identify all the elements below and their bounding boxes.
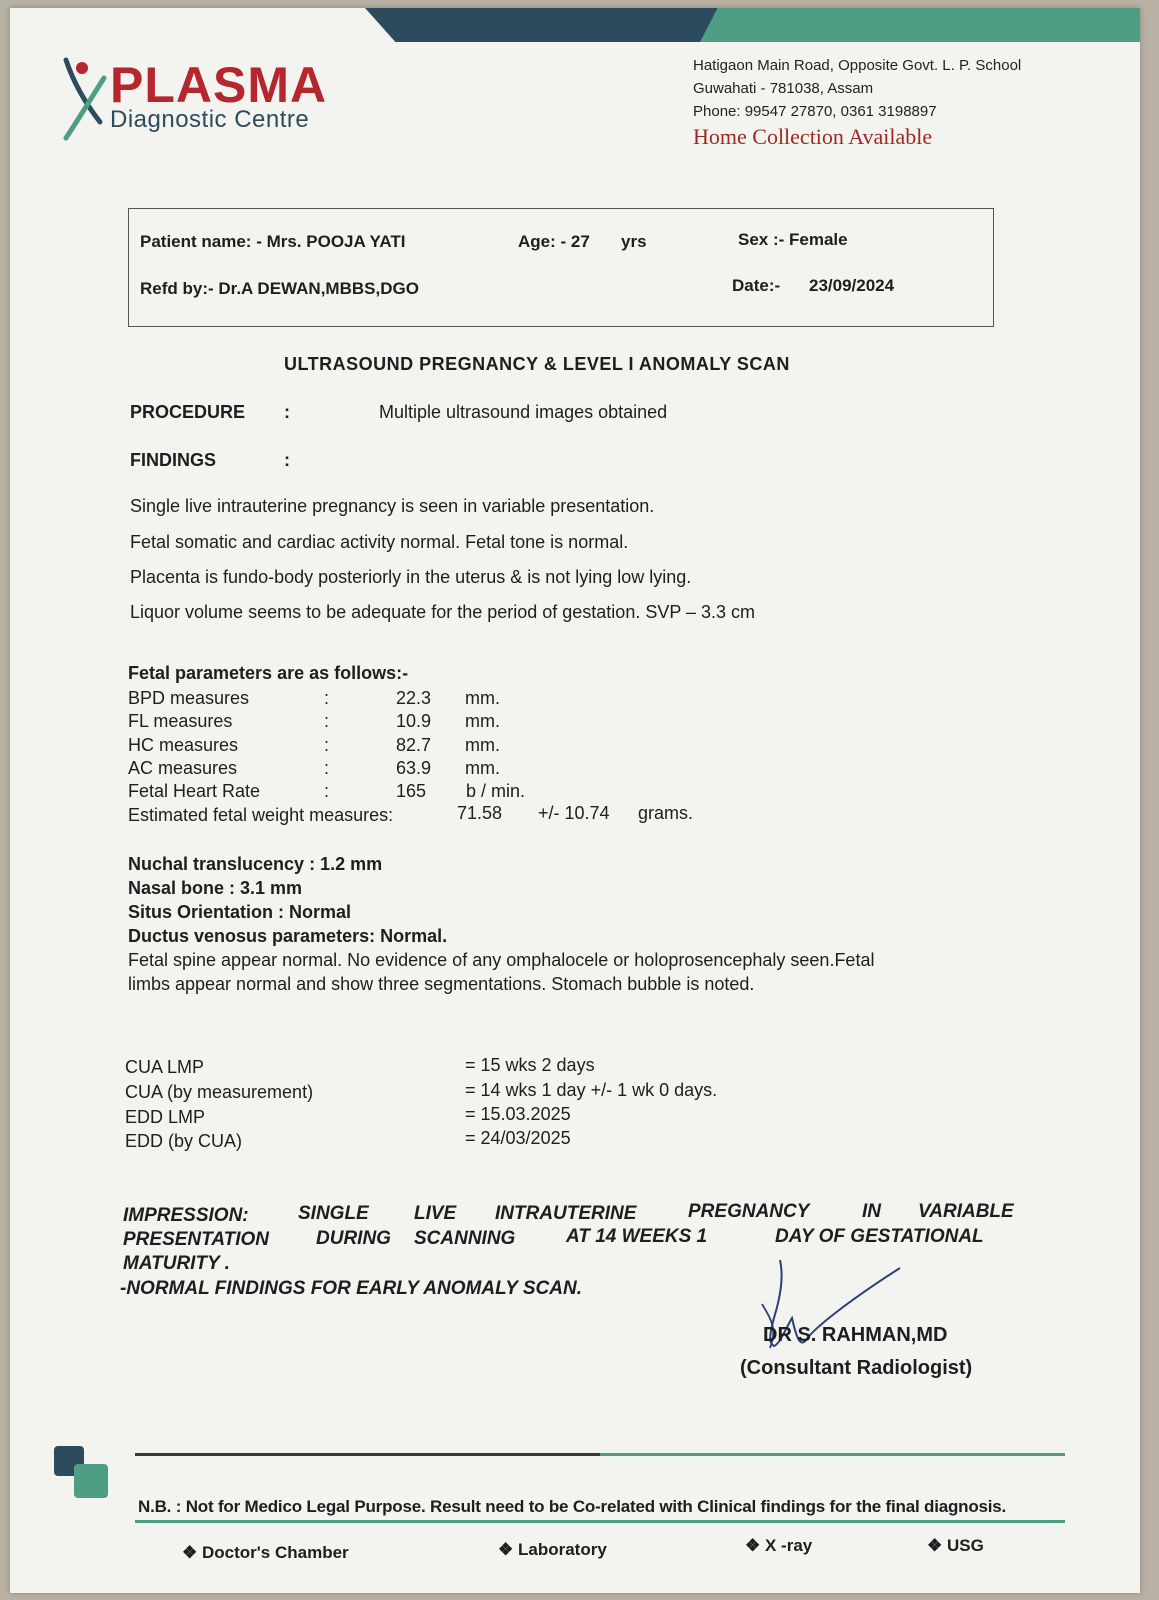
param-colon: : xyxy=(324,688,330,708)
impression-word: SCANNING xyxy=(414,1228,516,1249)
impression-word: INTRAUTERINE xyxy=(495,1203,637,1224)
findings-label: FINDINGS xyxy=(130,450,217,470)
cua-measure-value: = 14 wks 1 day +/- 1 wk 0 days. xyxy=(465,1080,718,1100)
date-label: Date:- xyxy=(732,276,781,295)
param-value: 63.9 xyxy=(396,758,432,778)
service-label: Doctor's Chamber xyxy=(201,1543,349,1562)
param-label: HC measures xyxy=(128,735,239,755)
param-unit: b / min. xyxy=(466,781,526,801)
radiologist-name: DR S. RAHMAN,MD xyxy=(763,1324,948,1346)
service-label: X -ray xyxy=(764,1536,813,1555)
procedure-colon: : xyxy=(284,402,290,422)
ductus-venosus: Ductus venosus parameters: Normal. xyxy=(128,926,448,946)
param-unit: mm. xyxy=(465,758,500,778)
address-line-2: Guwahati - 781038, Assam xyxy=(693,80,874,97)
logo-subtitle: Diagnostic Centre xyxy=(110,106,310,133)
bullet-icon: ❖ xyxy=(498,1540,514,1559)
efw-range: +/- 10.74 xyxy=(538,803,610,823)
footer-square-teal-icon xyxy=(74,1464,108,1498)
impression-word: DURING xyxy=(316,1228,391,1249)
finding-line: Single live intrauterine pregnancy is seen in variable presentation. xyxy=(130,496,655,516)
param-unit: mm. xyxy=(465,735,500,755)
impression-word: VARIABLE xyxy=(918,1201,1014,1222)
impression-maturity: MATURITY . xyxy=(123,1253,230,1274)
param-value: 10.9 xyxy=(396,711,432,731)
patient-sex: Sex :- Female xyxy=(738,230,848,249)
param-colon: : xyxy=(324,781,330,801)
param-value: 22.3 xyxy=(396,688,432,708)
efw-value: 71.58 xyxy=(457,803,503,823)
finding-line: Liquor volume seems to be adequate for the period of gestation. SVP – 3.3 cm xyxy=(130,602,756,622)
impression-word: LIVE xyxy=(414,1203,457,1224)
cua-lmp-value: = 15 wks 2 days xyxy=(465,1055,595,1075)
service-item xyxy=(927,1536,984,1556)
cua-lmp-label: CUA LMP xyxy=(125,1057,205,1077)
param-unit: mm. xyxy=(465,688,500,708)
edd-cua-value: = 24/03/2025 xyxy=(465,1128,571,1148)
home-collection-note: Home Collection Available xyxy=(693,124,933,149)
impression-conclusion: -NORMAL FINDINGS FOR EARLY ANOMALY SCAN. xyxy=(120,1278,582,1299)
param-label: Fetal Heart Rate xyxy=(128,781,261,801)
patient-age-unit: yrs xyxy=(621,232,647,251)
findings-colon: : xyxy=(284,450,290,470)
cua-measure-label: CUA (by measurement) xyxy=(125,1082,314,1102)
service-item xyxy=(182,1543,349,1563)
efw-label: Estimated fetal weight measures: xyxy=(128,805,394,825)
header-band-teal xyxy=(700,8,1140,42)
spine-note-line-2: limbs appear normal and show three segmentations. Stomach bubble is noted. xyxy=(128,974,755,994)
bullet-icon: ❖ xyxy=(745,1536,761,1555)
radiologist-designation: (Consultant Radiologist) xyxy=(740,1357,973,1379)
patient-age: Age: - 27 xyxy=(518,232,590,251)
service-item xyxy=(745,1536,812,1556)
finding-line: Placenta is fundo-body posteriorly in the uterus & is not lying low lying. xyxy=(130,567,692,587)
nasal-bone: Nasal bone : 3.1 mm xyxy=(128,878,303,898)
impression-word: SINGLE xyxy=(298,1203,369,1224)
param-label: AC measures xyxy=(128,758,238,778)
procedure-label: PROCEDURE xyxy=(130,402,246,422)
report-title: ULTRASOUND PREGNANCY & LEVEL I ANOMALY SCAN xyxy=(284,354,790,374)
impression-word: AT 14 WEEKS 1 xyxy=(566,1226,708,1247)
footer-rule-top-teal xyxy=(600,1453,1065,1456)
edd-lmp-value: = 15.03.2025 xyxy=(465,1104,571,1124)
report-page xyxy=(10,8,1140,1593)
footer-note: N.B. : Not for Medico Legal Purpose. Result need to be Co-related with Clinical findings for the final diagnosis. xyxy=(138,1497,1007,1516)
impression-word: PRESENTATION xyxy=(123,1229,270,1250)
procedure-value: Multiple ultrasound images obtained xyxy=(379,402,668,422)
service-item xyxy=(498,1540,607,1560)
param-unit: mm. xyxy=(465,711,500,731)
param-colon: : xyxy=(324,735,330,755)
address-line-1: Hatigaon Main Road, Opposite Govt. L. P. School xyxy=(693,57,1022,74)
param-colon: : xyxy=(324,711,330,731)
situs-orientation: Situs Orientation : Normal xyxy=(128,902,352,922)
impression-word: DAY OF GESTATIONAL xyxy=(775,1226,984,1247)
patient-info-box xyxy=(128,208,994,327)
efw-unit: grams. xyxy=(638,803,694,823)
report-date: 23/09/2024 xyxy=(809,276,895,295)
phone-number: Phone: 99547 27870, 0361 3198897 xyxy=(693,103,937,120)
impression-word: IN xyxy=(862,1201,881,1222)
logo-title: PLASMA xyxy=(110,57,328,113)
bullet-icon: ❖ xyxy=(927,1536,943,1555)
service-label: USG xyxy=(946,1536,984,1555)
param-label: BPD measures xyxy=(128,688,250,708)
footer-rule-bottom xyxy=(135,1520,1065,1523)
impression-word: IMPRESSION: xyxy=(123,1205,249,1226)
logo-figure-icon xyxy=(60,54,112,144)
service-label: Laboratory xyxy=(517,1540,607,1559)
patient-name: Patient name: - Mrs. POOJA YATI xyxy=(140,232,406,251)
header-band-dark xyxy=(365,8,745,42)
params-heading: Fetal parameters are as follows:- xyxy=(128,663,409,683)
finding-line: Fetal somatic and cardiac activity normal. Fetal tone is normal. xyxy=(130,532,629,552)
impression-word: PREGNANCY xyxy=(688,1201,810,1222)
param-value: 165 xyxy=(396,781,427,801)
param-value: 82.7 xyxy=(396,735,432,755)
spine-note-line-1: Fetal spine appear normal. No evidence of any omphalocele or holoprosencephaly seen.Fetal xyxy=(128,950,875,970)
param-label: FL measures xyxy=(128,711,233,731)
nuchal-translucency: Nuchal translucency : 1.2 mm xyxy=(128,854,383,874)
referred-by: Refd by:- Dr.A DEWAN,MBBS,DGO xyxy=(140,279,419,298)
edd-cua-label: EDD (by CUA) xyxy=(125,1131,243,1151)
param-colon: : xyxy=(324,758,330,778)
bullet-icon: ❖ xyxy=(182,1543,198,1562)
edd-lmp-label: EDD LMP xyxy=(125,1107,206,1127)
